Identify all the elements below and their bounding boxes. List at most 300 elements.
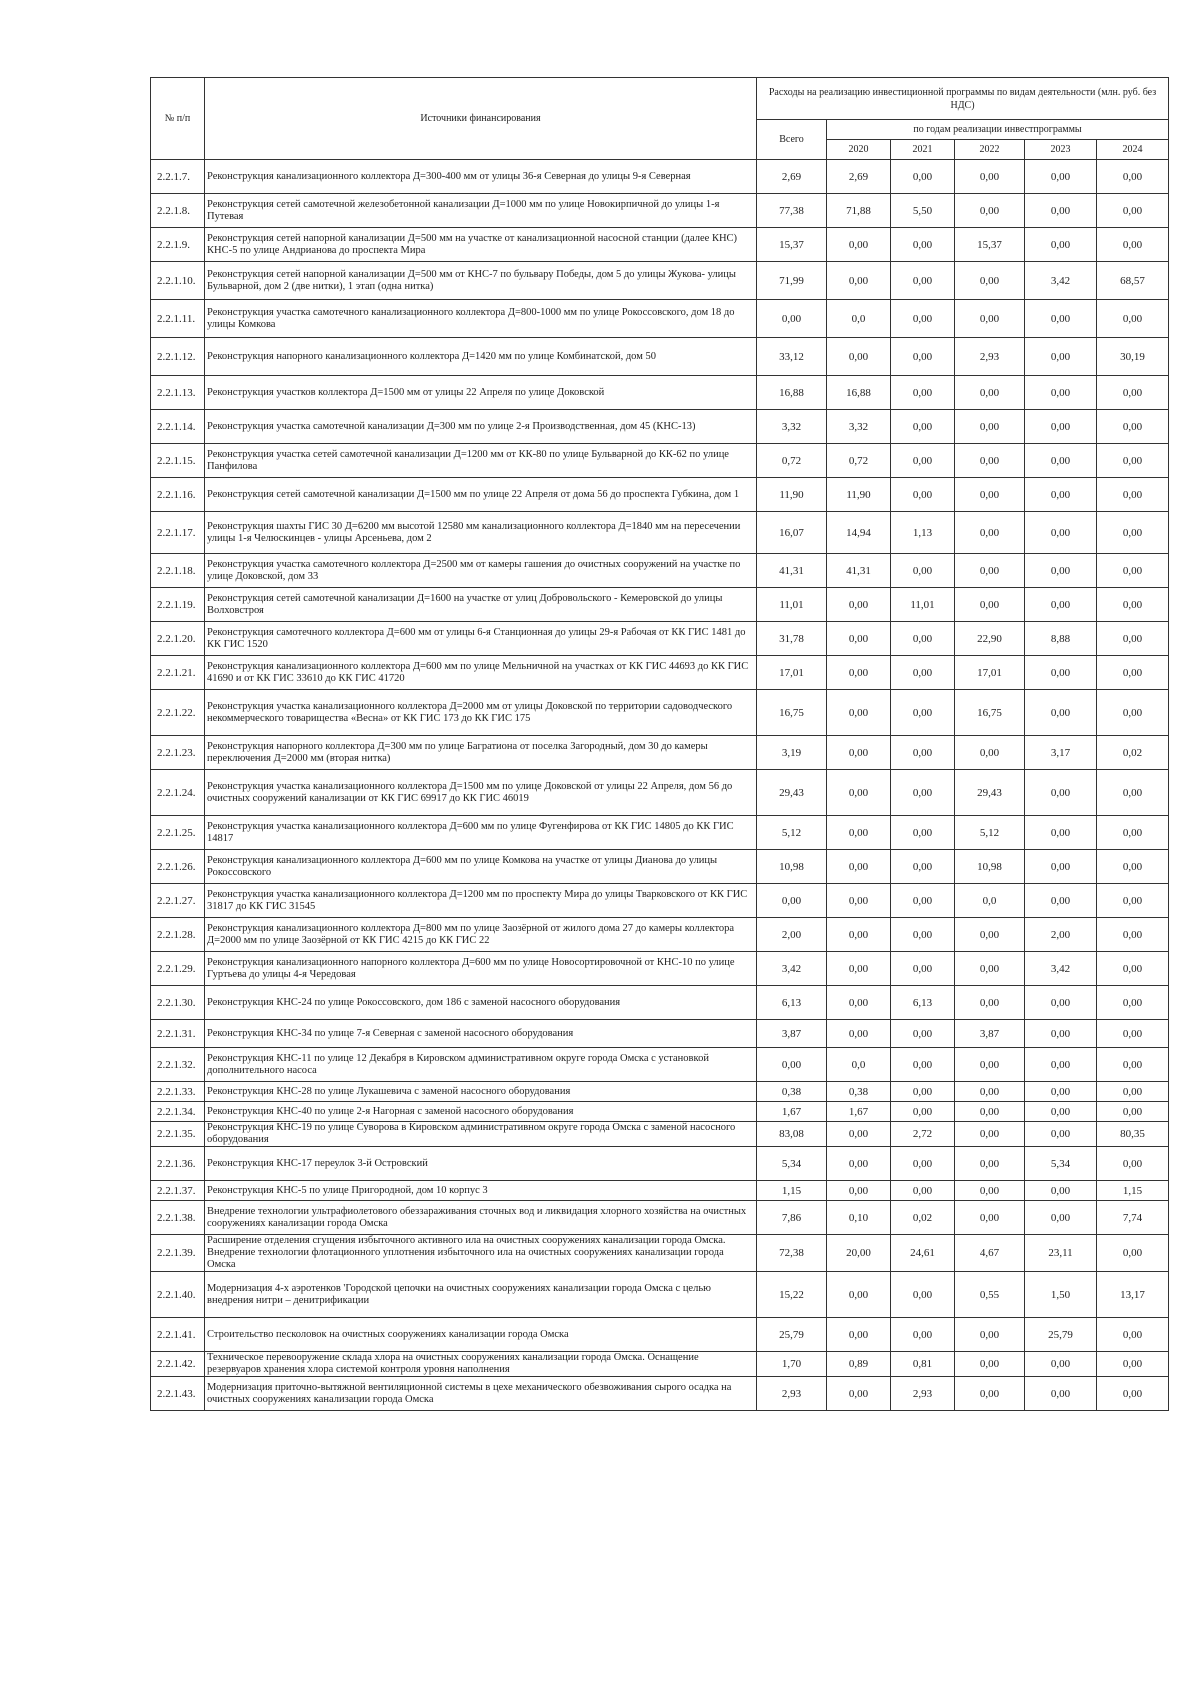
row-number: 2.2.1.41. xyxy=(151,1318,205,1352)
row-number: 2.2.1.30. xyxy=(151,986,205,1020)
row-2022: 0,0 xyxy=(955,884,1025,918)
row-number: 2.2.1.36. xyxy=(151,1147,205,1181)
row-number: 2.2.1.15. xyxy=(151,444,205,478)
row-2020: 0,89 xyxy=(827,1352,891,1377)
row-2021: 0,00 xyxy=(891,690,955,736)
row-2024: 0,00 xyxy=(1097,1147,1169,1181)
row-total: 31,78 xyxy=(757,622,827,656)
table-row xyxy=(151,1235,1169,1272)
row-2023: 0,00 xyxy=(1025,850,1097,884)
row-2022: 0,00 xyxy=(955,1181,1025,1201)
row-2021: 0,00 xyxy=(891,884,955,918)
row-2020: 3,32 xyxy=(827,410,891,444)
row-description: Техническое перевооружение склада хлора на очистных сооружениях канализации города Омска. Оснащение резервуаров хранения хлора системой контроля уровня наполнения xyxy=(205,1352,757,1377)
row-number: 2.2.1.28. xyxy=(151,918,205,952)
row-2021: 0,00 xyxy=(891,770,955,816)
row-2021: 0,00 xyxy=(891,952,955,986)
row-2024: 7,74 xyxy=(1097,1201,1169,1235)
row-description: Реконструкция участка канализационного коллектора Д=600 мм по улице Фугенфирова от КК ГИС 14805 до КК ГИС 14817 xyxy=(205,816,757,850)
row-2020: 0,00 xyxy=(827,1122,891,1147)
row-2022: 0,00 xyxy=(955,986,1025,1020)
row-2024: 1,15 xyxy=(1097,1181,1169,1201)
row-2020: 0,00 xyxy=(827,816,891,850)
row-2024: 0,00 xyxy=(1097,1082,1169,1102)
row-2020: 0,72 xyxy=(827,444,891,478)
row-description: Реконструкция КНС-28 по улице Лукашевича с заменой насосного оборудования xyxy=(205,1082,757,1102)
row-2021: 0,00 xyxy=(891,1102,955,1122)
row-2022: 0,00 xyxy=(955,736,1025,770)
row-2022: 17,01 xyxy=(955,656,1025,690)
row-total: 1,70 xyxy=(757,1352,827,1377)
header-year-2024: 2024 xyxy=(1097,140,1169,160)
row-2024: 0,00 xyxy=(1097,1048,1169,1082)
row-2020: 0,00 xyxy=(827,1020,891,1048)
row-number: 2.2.1.37. xyxy=(151,1181,205,1201)
row-number: 2.2.1.12. xyxy=(151,338,205,376)
row-total: 3,19 xyxy=(757,736,827,770)
row-total: 29,43 xyxy=(757,770,827,816)
row-2020: 0,00 xyxy=(827,1318,891,1352)
row-2024: 0,00 xyxy=(1097,300,1169,338)
header-year-2023: 2023 xyxy=(1025,140,1097,160)
row-2023: 3,42 xyxy=(1025,262,1097,300)
row-2020: 0,00 xyxy=(827,338,891,376)
row-2021: 0,00 xyxy=(891,1318,955,1352)
row-total: 11,90 xyxy=(757,478,827,512)
row-2023: 0,00 xyxy=(1025,376,1097,410)
row-2024: 0,00 xyxy=(1097,588,1169,622)
row-total: 17,01 xyxy=(757,656,827,690)
row-number: 2.2.1.40. xyxy=(151,1272,205,1318)
row-total: 83,08 xyxy=(757,1122,827,1147)
table-row xyxy=(151,1082,1169,1102)
row-description: Реконструкция канализационного коллектора Д=600 мм по улице Мельничной на участках от КК ГИС 44693 до КК ГИС 41690 и от КК ГИС 33610 до КК ГИС 41720 xyxy=(205,656,757,690)
row-total: 1,15 xyxy=(757,1181,827,1201)
row-total: 16,88 xyxy=(757,376,827,410)
row-number: 2.2.1.25. xyxy=(151,816,205,850)
row-number: 2.2.1.26. xyxy=(151,850,205,884)
row-2023: 0,00 xyxy=(1025,816,1097,850)
row-2024: 0,00 xyxy=(1097,160,1169,194)
row-2024: 0,00 xyxy=(1097,1102,1169,1122)
row-2023: 0,00 xyxy=(1025,656,1097,690)
table-row xyxy=(151,1122,1169,1147)
row-2024: 0,00 xyxy=(1097,512,1169,554)
row-description: Реконструкция КНС-17 переулок 3-й Островский xyxy=(205,1147,757,1181)
row-2023: 3,42 xyxy=(1025,952,1097,986)
row-2020: 41,31 xyxy=(827,554,891,588)
row-2020: 1,67 xyxy=(827,1102,891,1122)
row-total: 10,98 xyxy=(757,850,827,884)
row-2022: 0,00 xyxy=(955,512,1025,554)
row-total: 2,00 xyxy=(757,918,827,952)
row-2024: 80,35 xyxy=(1097,1122,1169,1147)
table-row xyxy=(151,160,1169,194)
row-2020: 0,00 xyxy=(827,228,891,262)
row-2024: 0,00 xyxy=(1097,816,1169,850)
row-2021: 0,00 xyxy=(891,300,955,338)
table-row xyxy=(151,262,1169,300)
table-row xyxy=(151,1352,1169,1377)
row-total: 0,00 xyxy=(757,884,827,918)
row-2024: 68,57 xyxy=(1097,262,1169,300)
table-row xyxy=(151,194,1169,228)
row-2023: 0,00 xyxy=(1025,1181,1097,1201)
row-description: Реконструкция участка канализационного коллектора Д=1500 мм по улице Доковской от улицы 22 Апреля, дом 56 до очистных сооружений канализации от КК ГИС 69917 до КК ГИС 46019 xyxy=(205,770,757,816)
row-number: 2.2.1.10. xyxy=(151,262,205,300)
row-2022: 0,00 xyxy=(955,1377,1025,1411)
row-2020: 0,0 xyxy=(827,300,891,338)
row-number: 2.2.1.19. xyxy=(151,588,205,622)
table-row xyxy=(151,300,1169,338)
row-description: Реконструкция напорного канализационного коллектора Д=1420 мм по улице Комбинатской, дом 50 xyxy=(205,338,757,376)
row-2024: 0,00 xyxy=(1097,690,1169,736)
row-2021: 24,61 xyxy=(891,1235,955,1272)
row-description: Реконструкция участка самотечного коллектора Д=2500 мм от камеры гашения до очистных сооружений на участке по улице Доковской, дом 33 xyxy=(205,554,757,588)
row-description: Реконструкция КНС-40 по улице 2-я Нагорная с заменой насосного оборудования xyxy=(205,1102,757,1122)
row-2023: 0,00 xyxy=(1025,884,1097,918)
row-2021: 11,01 xyxy=(891,588,955,622)
table-body xyxy=(151,160,1169,1411)
row-description: Реконструкция канализационного коллектора Д=800 мм по улице Заозёрной от жилого дома 27 до камеры коллектора Д=2000 мм по улице Заозёрной от КК ГИС 4215 до КК ГИС 22 xyxy=(205,918,757,952)
row-2021: 0,00 xyxy=(891,228,955,262)
table-row xyxy=(151,1048,1169,1082)
row-2023: 0,00 xyxy=(1025,588,1097,622)
row-2023: 8,88 xyxy=(1025,622,1097,656)
row-2020: 0,00 xyxy=(827,656,891,690)
header-by-years: по годам реализации инвестпрограммы xyxy=(827,120,1169,140)
row-2020: 20,00 xyxy=(827,1235,891,1272)
row-total: 5,12 xyxy=(757,816,827,850)
row-total: 0,38 xyxy=(757,1082,827,1102)
table-row xyxy=(151,338,1169,376)
header-funding-source: Источники финансирования xyxy=(205,78,757,160)
row-2020: 0,0 xyxy=(827,1048,891,1082)
row-total: 11,01 xyxy=(757,588,827,622)
row-2021: 1,13 xyxy=(891,512,955,554)
row-2022: 16,75 xyxy=(955,690,1025,736)
row-2021: 0,00 xyxy=(891,1147,955,1181)
row-2023: 0,00 xyxy=(1025,1020,1097,1048)
row-number: 2.2.1.13. xyxy=(151,376,205,410)
table-row xyxy=(151,1377,1169,1411)
row-2021: 2,93 xyxy=(891,1377,955,1411)
row-2024: 30,19 xyxy=(1097,338,1169,376)
row-description: Модернизация 4-х аэротенков 'Городской цепочки на очистных сооружениях канализации города Омска с целью внедрения нитри – денитрификации xyxy=(205,1272,757,1318)
row-2023: 25,79 xyxy=(1025,1318,1097,1352)
row-2021: 0,00 xyxy=(891,1272,955,1318)
row-2021: 5,50 xyxy=(891,194,955,228)
row-2022: 0,00 xyxy=(955,262,1025,300)
row-2024: 13,17 xyxy=(1097,1272,1169,1318)
row-2022: 0,00 xyxy=(955,160,1025,194)
row-2020: 0,00 xyxy=(827,884,891,918)
row-2021: 0,81 xyxy=(891,1352,955,1377)
row-number: 2.2.1.33. xyxy=(151,1082,205,1102)
row-2023: 23,11 xyxy=(1025,1235,1097,1272)
row-description: Реконструкция канализационного коллектора Д=600 мм по улице Комкова на участке от улицы Дианова до улицы Рокоссовского xyxy=(205,850,757,884)
row-2020: 14,94 xyxy=(827,512,891,554)
row-2023: 0,00 xyxy=(1025,690,1097,736)
row-2021: 0,00 xyxy=(891,160,955,194)
row-2021: 6,13 xyxy=(891,986,955,1020)
row-description: Реконструкция участка сетей самотечной канализации Д=1200 мм от КК-80 по улице Бульварной до КК-62 по улице Панфилова xyxy=(205,444,757,478)
row-2024: 0,00 xyxy=(1097,444,1169,478)
row-number: 2.2.1.34. xyxy=(151,1102,205,1122)
row-number: 2.2.1.43. xyxy=(151,1377,205,1411)
row-2024: 0,00 xyxy=(1097,554,1169,588)
row-2020: 0,00 xyxy=(827,262,891,300)
row-2024: 0,02 xyxy=(1097,736,1169,770)
row-description: Реконструкция участка самотечного канализационного коллектора Д=800-1000 мм по улице Рокоссовского, дом 18 до улицы Комкова xyxy=(205,300,757,338)
row-number: 2.2.1.8. xyxy=(151,194,205,228)
table-row xyxy=(151,554,1169,588)
row-2022: 0,00 xyxy=(955,1102,1025,1122)
row-2022: 4,67 xyxy=(955,1235,1025,1272)
row-2023: 0,00 xyxy=(1025,160,1097,194)
row-number: 2.2.1.16. xyxy=(151,478,205,512)
row-2024: 0,00 xyxy=(1097,952,1169,986)
row-2021: 0,00 xyxy=(891,554,955,588)
row-2022: 0,00 xyxy=(955,376,1025,410)
row-description: Внедрение технологии ультрафиолетового обеззараживания сточных вод и ликвидация хлорного хозяйства на очистных сооружениях канализации города Омска xyxy=(205,1201,757,1235)
table-row xyxy=(151,588,1169,622)
row-2020: 71,88 xyxy=(827,194,891,228)
row-description: Реконструкция КНС-34 по улице 7-я Северная с заменой насосного оборудования xyxy=(205,1020,757,1048)
row-2023: 0,00 xyxy=(1025,300,1097,338)
row-2023: 0,00 xyxy=(1025,554,1097,588)
row-number: 2.2.1.14. xyxy=(151,410,205,444)
row-2021: 0,00 xyxy=(891,1020,955,1048)
row-description: Реконструкция КНС-24 по улице Рокоссовского, дом 186 с заменой насосного оборудования xyxy=(205,986,757,1020)
row-number: 2.2.1.31. xyxy=(151,1020,205,1048)
row-2024: 0,00 xyxy=(1097,1020,1169,1048)
row-number: 2.2.1.22. xyxy=(151,690,205,736)
table-row xyxy=(151,884,1169,918)
row-2022: 15,37 xyxy=(955,228,1025,262)
row-total: 7,86 xyxy=(757,1201,827,1235)
row-2024: 0,00 xyxy=(1097,1318,1169,1352)
row-number: 2.2.1.29. xyxy=(151,952,205,986)
row-2020: 0,00 xyxy=(827,1272,891,1318)
row-total: 2,69 xyxy=(757,160,827,194)
table-row xyxy=(151,1201,1169,1235)
row-2021: 0,00 xyxy=(891,410,955,444)
row-2022: 0,00 xyxy=(955,1147,1025,1181)
row-total: 41,31 xyxy=(757,554,827,588)
row-2022: 2,93 xyxy=(955,338,1025,376)
row-2023: 0,00 xyxy=(1025,512,1097,554)
row-2022: 0,00 xyxy=(955,1318,1025,1352)
table-row xyxy=(151,1102,1169,1122)
row-description: Реконструкция напорного коллектора Д=300 мм по улице Багратиона от поселка Загородный, дом 30 до камеры переключения Д=2000 мм (вторая нитка) xyxy=(205,736,757,770)
table-row xyxy=(151,376,1169,410)
row-2021: 0,00 xyxy=(891,656,955,690)
row-2024: 0,00 xyxy=(1097,1235,1169,1272)
row-2021: 0,00 xyxy=(891,736,955,770)
row-2020: 0,00 xyxy=(827,770,891,816)
row-number: 2.2.1.32. xyxy=(151,1048,205,1082)
table-row xyxy=(151,478,1169,512)
row-2022: 0,00 xyxy=(955,444,1025,478)
row-2022: 22,90 xyxy=(955,622,1025,656)
row-2022: 10,98 xyxy=(955,850,1025,884)
row-2023: 0,00 xyxy=(1025,1201,1097,1235)
row-description: Реконструкция канализационного коллектора Д=300-400 мм от улицы 36-я Северная до улицы 9-я Северная xyxy=(205,160,757,194)
row-2023: 0,00 xyxy=(1025,1377,1097,1411)
row-number: 2.2.1.18. xyxy=(151,554,205,588)
row-description: Реконструкция сетей самотечной канализации Д=1500 мм по улице 22 Апреля от дома 56 до проспекта Губкина, дом 1 xyxy=(205,478,757,512)
row-2021: 0,02 xyxy=(891,1201,955,1235)
row-description: Реконструкция шахты ГИС 30 Д=6200 мм высотой 12580 мм канализационного коллектора Д=1840 мм на пересечении улицы 1-я Челюскинцев - улицы Арсеньева, дом 2 xyxy=(205,512,757,554)
table-row xyxy=(151,444,1169,478)
investment-program-table xyxy=(150,77,1169,1411)
row-2021: 0,00 xyxy=(891,478,955,512)
header-expenses: Расходы на реализацию инвестиционной программы по видам деятельности (млн. руб. без НДС) xyxy=(757,78,1169,120)
row-description: Реконструкция КНС-19 по улице Суворова в Кировском административном округе города Омска с заменой насосного оборудования xyxy=(205,1122,757,1147)
row-2020: 0,00 xyxy=(827,1181,891,1201)
header-year-2022: 2022 xyxy=(955,140,1025,160)
row-2020: 0,10 xyxy=(827,1201,891,1235)
row-description: Реконструкция участка самотечной канализации Д=300 мм по улице 2-я Производственная, дом 45 (КНС-13) xyxy=(205,410,757,444)
row-2023: 0,00 xyxy=(1025,1102,1097,1122)
row-2023: 0,00 xyxy=(1025,1048,1097,1082)
row-2020: 0,00 xyxy=(827,918,891,952)
row-description: Реконструкция участка канализационного коллектора Д=1200 мм по проспекту Мира до улицы Тварковского от КК ГИС 31817 до КК ГИС 31545 xyxy=(205,884,757,918)
table-row xyxy=(151,228,1169,262)
row-total: 0,00 xyxy=(757,1048,827,1082)
row-description: Реконструкция сетей напорной канализации Д=500 мм от КНС-7 по бульвару Победы, дом 5 до улицы Жукова- улицы Бульварной, дом 2 (две нитки), 1 этап (одна нитка) xyxy=(205,262,757,300)
row-2020: 0,00 xyxy=(827,1147,891,1181)
table-row xyxy=(151,656,1169,690)
row-2022: 0,00 xyxy=(955,1048,1025,1082)
row-2020: 0,00 xyxy=(827,690,891,736)
row-2020: 11,90 xyxy=(827,478,891,512)
row-2021: 0,00 xyxy=(891,918,955,952)
row-total: 1,67 xyxy=(757,1102,827,1122)
row-2023: 0,00 xyxy=(1025,1082,1097,1102)
row-total: 6,13 xyxy=(757,986,827,1020)
row-number: 2.2.1.38. xyxy=(151,1201,205,1235)
table-row xyxy=(151,770,1169,816)
row-2022: 0,00 xyxy=(955,1352,1025,1377)
row-2024: 0,00 xyxy=(1097,656,1169,690)
row-2021: 0,00 xyxy=(891,816,955,850)
table-row xyxy=(151,986,1169,1020)
row-number: 2.2.1.23. xyxy=(151,736,205,770)
row-2023: 0,00 xyxy=(1025,444,1097,478)
table-row xyxy=(151,850,1169,884)
row-total: 16,07 xyxy=(757,512,827,554)
row-number: 2.2.1.24. xyxy=(151,770,205,816)
row-description: Расширение отделения сгущения избыточного активного ила на очистных сооружениях канализации города Омска. Внедрение технологии флотационного уплотнения избыточного ила на очистных сооружениях канализации города Омска xyxy=(205,1235,757,1272)
table-row xyxy=(151,816,1169,850)
row-2020: 0,00 xyxy=(827,986,891,1020)
row-2023: 1,50 xyxy=(1025,1272,1097,1318)
table-row xyxy=(151,622,1169,656)
row-2024: 0,00 xyxy=(1097,478,1169,512)
row-2024: 0,00 xyxy=(1097,376,1169,410)
row-description: Реконструкция участка канализационного коллектора Д=2000 мм от улицы Доковской по территории садоводческого некоммерческого товарищества «Весна» от КК ГИС 173 до КК ГИС 175 xyxy=(205,690,757,736)
row-2022: 0,00 xyxy=(955,1201,1025,1235)
row-2023: 0,00 xyxy=(1025,1122,1097,1147)
row-total: 3,87 xyxy=(757,1020,827,1048)
row-2022: 0,00 xyxy=(955,410,1025,444)
row-number: 2.2.1.9. xyxy=(151,228,205,262)
header-total: Всего xyxy=(757,120,827,160)
table-row xyxy=(151,1147,1169,1181)
row-number: 2.2.1.35. xyxy=(151,1122,205,1147)
row-number: 2.2.1.20. xyxy=(151,622,205,656)
row-2022: 29,43 xyxy=(955,770,1025,816)
row-total: 3,32 xyxy=(757,410,827,444)
table-row xyxy=(151,512,1169,554)
row-total: 25,79 xyxy=(757,1318,827,1352)
row-total: 71,99 xyxy=(757,262,827,300)
row-total: 3,42 xyxy=(757,952,827,986)
row-2020: 0,00 xyxy=(827,622,891,656)
row-2024: 0,00 xyxy=(1097,884,1169,918)
table-row xyxy=(151,1272,1169,1318)
row-total: 2,93 xyxy=(757,1377,827,1411)
row-2024: 0,00 xyxy=(1097,622,1169,656)
row-2024: 0,00 xyxy=(1097,1352,1169,1377)
row-description: Реконструкция самотечного коллектора Д=600 мм от улицы 6-я Станционная до улицы 29-я Рабочая от КК ГИС 1481 до КК ГИС 1520 xyxy=(205,622,757,656)
row-2022: 0,00 xyxy=(955,300,1025,338)
row-total: 77,38 xyxy=(757,194,827,228)
row-total: 33,12 xyxy=(757,338,827,376)
row-2024: 0,00 xyxy=(1097,986,1169,1020)
row-number: 2.2.1.27. xyxy=(151,884,205,918)
row-2022: 0,00 xyxy=(955,554,1025,588)
table-row xyxy=(151,1181,1169,1201)
header-year-2020: 2020 xyxy=(827,140,891,160)
row-2023: 0,00 xyxy=(1025,228,1097,262)
row-2021: 0,00 xyxy=(891,376,955,410)
row-2023: 0,00 xyxy=(1025,410,1097,444)
row-2020: 0,00 xyxy=(827,850,891,884)
row-2022: 0,00 xyxy=(955,1082,1025,1102)
row-2020: 2,69 xyxy=(827,160,891,194)
header-row-number: № п/п xyxy=(151,78,205,160)
row-number: 2.2.1.11. xyxy=(151,300,205,338)
row-total: 0,00 xyxy=(757,300,827,338)
row-description: Реконструкция участков коллектора Д=1500 мм от улицы 22 Апреля по улице Доковской xyxy=(205,376,757,410)
row-2024: 0,00 xyxy=(1097,850,1169,884)
row-2021: 0,00 xyxy=(891,1082,955,1102)
row-2024: 0,00 xyxy=(1097,770,1169,816)
row-2021: 0,00 xyxy=(891,850,955,884)
row-2021: 0,00 xyxy=(891,338,955,376)
row-2023: 0,00 xyxy=(1025,770,1097,816)
row-2021: 0,00 xyxy=(891,262,955,300)
row-2024: 0,00 xyxy=(1097,1377,1169,1411)
row-2022: 0,00 xyxy=(955,478,1025,512)
table-header xyxy=(151,78,1169,160)
row-number: 2.2.1.39. xyxy=(151,1235,205,1272)
row-2021: 0,00 xyxy=(891,622,955,656)
row-number: 2.2.1.42. xyxy=(151,1352,205,1377)
table-row xyxy=(151,1020,1169,1048)
row-description: Реконструкция КНС-5 по улице Пригородной, дом 10 корпус 3 xyxy=(205,1181,757,1201)
table-row xyxy=(151,1318,1169,1352)
row-description: Реконструкция канализационного напорного коллектора Д=600 мм по улице Новосортировочной от КНС-10 по улице Гуртьева до улицы 4-я Чередовая xyxy=(205,952,757,986)
row-2023: 3,17 xyxy=(1025,736,1097,770)
row-2021: 0,00 xyxy=(891,1181,955,1201)
table-row xyxy=(151,918,1169,952)
row-2023: 5,34 xyxy=(1025,1147,1097,1181)
row-2022: 3,87 xyxy=(955,1020,1025,1048)
